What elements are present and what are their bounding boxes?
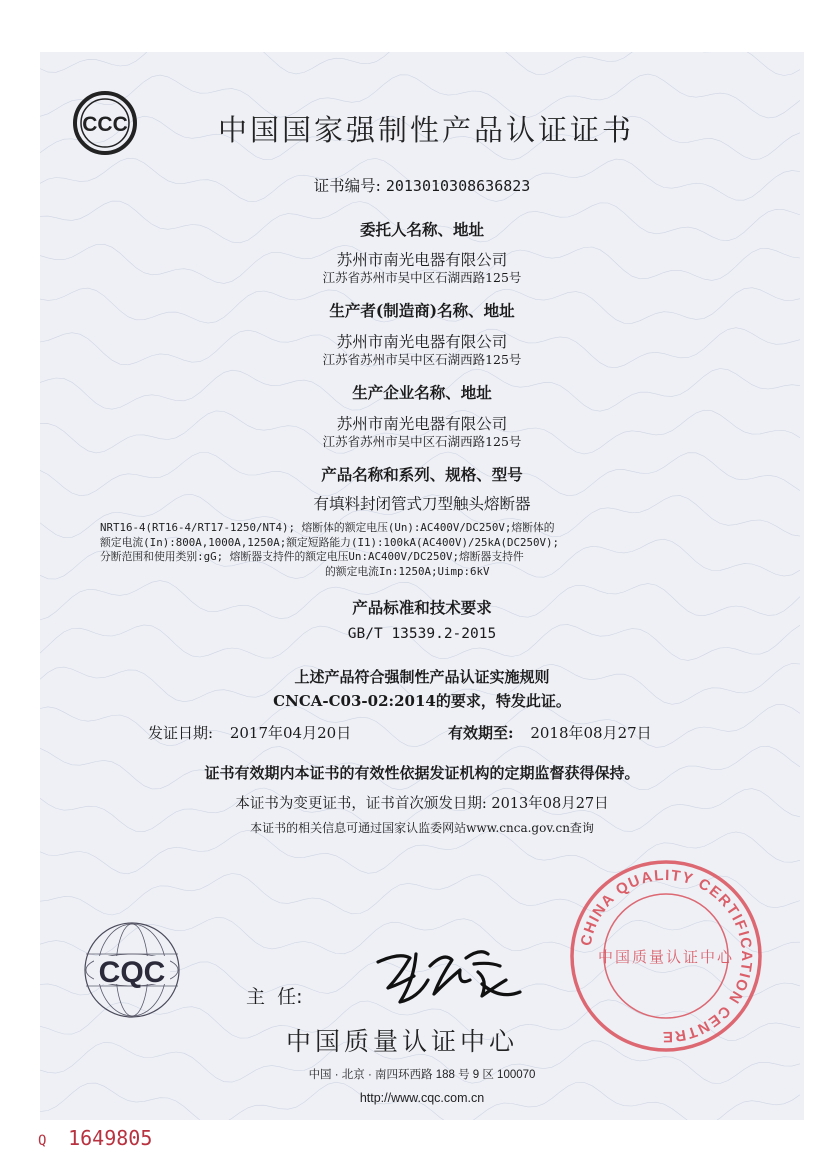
certificate-number-label: 证书编号: — [313, 177, 381, 195]
expiry-date: 2018年08月27日 — [530, 724, 652, 742]
expiry-label: 有效期至: — [448, 724, 514, 742]
issue-date-label: 发证日期: — [148, 724, 214, 742]
client-address: 江苏省苏州市吴中区石湖西路125号 — [322, 270, 522, 285]
client-name: 苏州市南光电器有限公司 — [336, 251, 508, 269]
client-heading: 委托人名称、地址 — [359, 220, 484, 239]
change-note — [40, 792, 804, 813]
serial-prefix: Q — [38, 1133, 47, 1149]
serial-number: 1649805 — [68, 1126, 153, 1150]
cqc-seal-icon — [568, 858, 764, 1054]
director-signature — [370, 940, 525, 1020]
product-spec-line: 的额定电流In:1250A;Uimp:6kV — [325, 564, 490, 578]
director-label: 主 任: — [246, 986, 303, 1008]
factory-address: 江苏省苏州市吴中区石湖西路125号 — [322, 434, 522, 449]
issue-date: 2017年04月20日 — [229, 724, 352, 742]
certificate-sheet — [40, 52, 804, 1120]
guilloche-line — [40, 52, 800, 76]
seal-inner-text: 中国质量认证中心 — [597, 948, 735, 966]
cqc-logo-icon — [82, 920, 182, 1020]
validity-note: 证书有效期内本证书的有效性依据发证机构的定期监督获得保持。 — [204, 764, 640, 782]
certificate-number: 2013010308636823 — [385, 177, 531, 195]
org-address: 中国 · 北京 · 南四环西路 188 号 9 区 100070 — [308, 1069, 536, 1081]
factory-heading: 生产企业名称、地址 — [352, 383, 492, 402]
issue-date-row — [148, 722, 351, 743]
certificate-number-row — [40, 174, 804, 196]
manufacturer-address: 江苏省苏州市吴中区石湖西路125号 — [322, 352, 522, 367]
org-website: http://www.cqc.com.cn — [359, 1091, 485, 1105]
product-spec-line: 额定电流(In):800A,1000A,1250A;额定短路能力(I1):100kA(AC400V)/25kA(DC250V); — [100, 535, 559, 549]
expiry-date-row — [448, 722, 652, 743]
seal-ring-text: CHINA QUALITY CERTIFICATION CENTRE — [577, 866, 756, 1046]
change-note-prefix: 本证书为变更证书，证书首次颁发日期: — [235, 796, 487, 812]
manufacturer-heading: 生产者(制造商)名称、地址 — [329, 301, 515, 320]
first-issue-date: 2013年08月27日 — [491, 796, 609, 812]
product-spec — [100, 521, 750, 579]
cqc-logo-text: CQC — [98, 956, 166, 989]
standard-heading: 产品标准和技术要求 — [352, 598, 492, 617]
product-heading: 产品名称和系列、规格、型号 — [321, 465, 523, 484]
conformity-line2: CNCA-C03-02:2014的要求，特发此证。 — [273, 692, 571, 710]
factory-name: 苏州市南光电器有限公司 — [336, 415, 508, 433]
product-spec-line: NRT16-4(RT16-4/RT17-1250/NT4); 熔断体的额定电压(Un):AC400V/DC250V;熔断体的 — [100, 521, 555, 534]
standard-value: GB/T 13539.2-2015 — [347, 626, 497, 642]
conformity-line1: 上述产品符合强制性产品认证实施规则 — [294, 668, 550, 686]
product-spec-line: 分断范围和使用类别:gG; 熔断器支持件的额定电压Un:AC400V/DC250V;熔断器支持件 — [100, 550, 524, 563]
manufacturer-name: 苏州市南光电器有限公司 — [336, 333, 508, 351]
serial-number-row — [38, 1126, 152, 1150]
org-name: 中国质量认证中心 — [286, 1027, 519, 1056]
query-note: 本证书的相关信息可通过国家认监委网站www.cnca.gov.cn查询 — [250, 821, 594, 835]
product-name: 有填料封闭管式刀型触头熔断器 — [313, 495, 531, 513]
certificate-title: 中国国家强制性产品认证证书 — [218, 113, 635, 147]
ccc-mark-text: CCC — [82, 113, 128, 136]
ccc-mark-icon — [72, 90, 138, 156]
